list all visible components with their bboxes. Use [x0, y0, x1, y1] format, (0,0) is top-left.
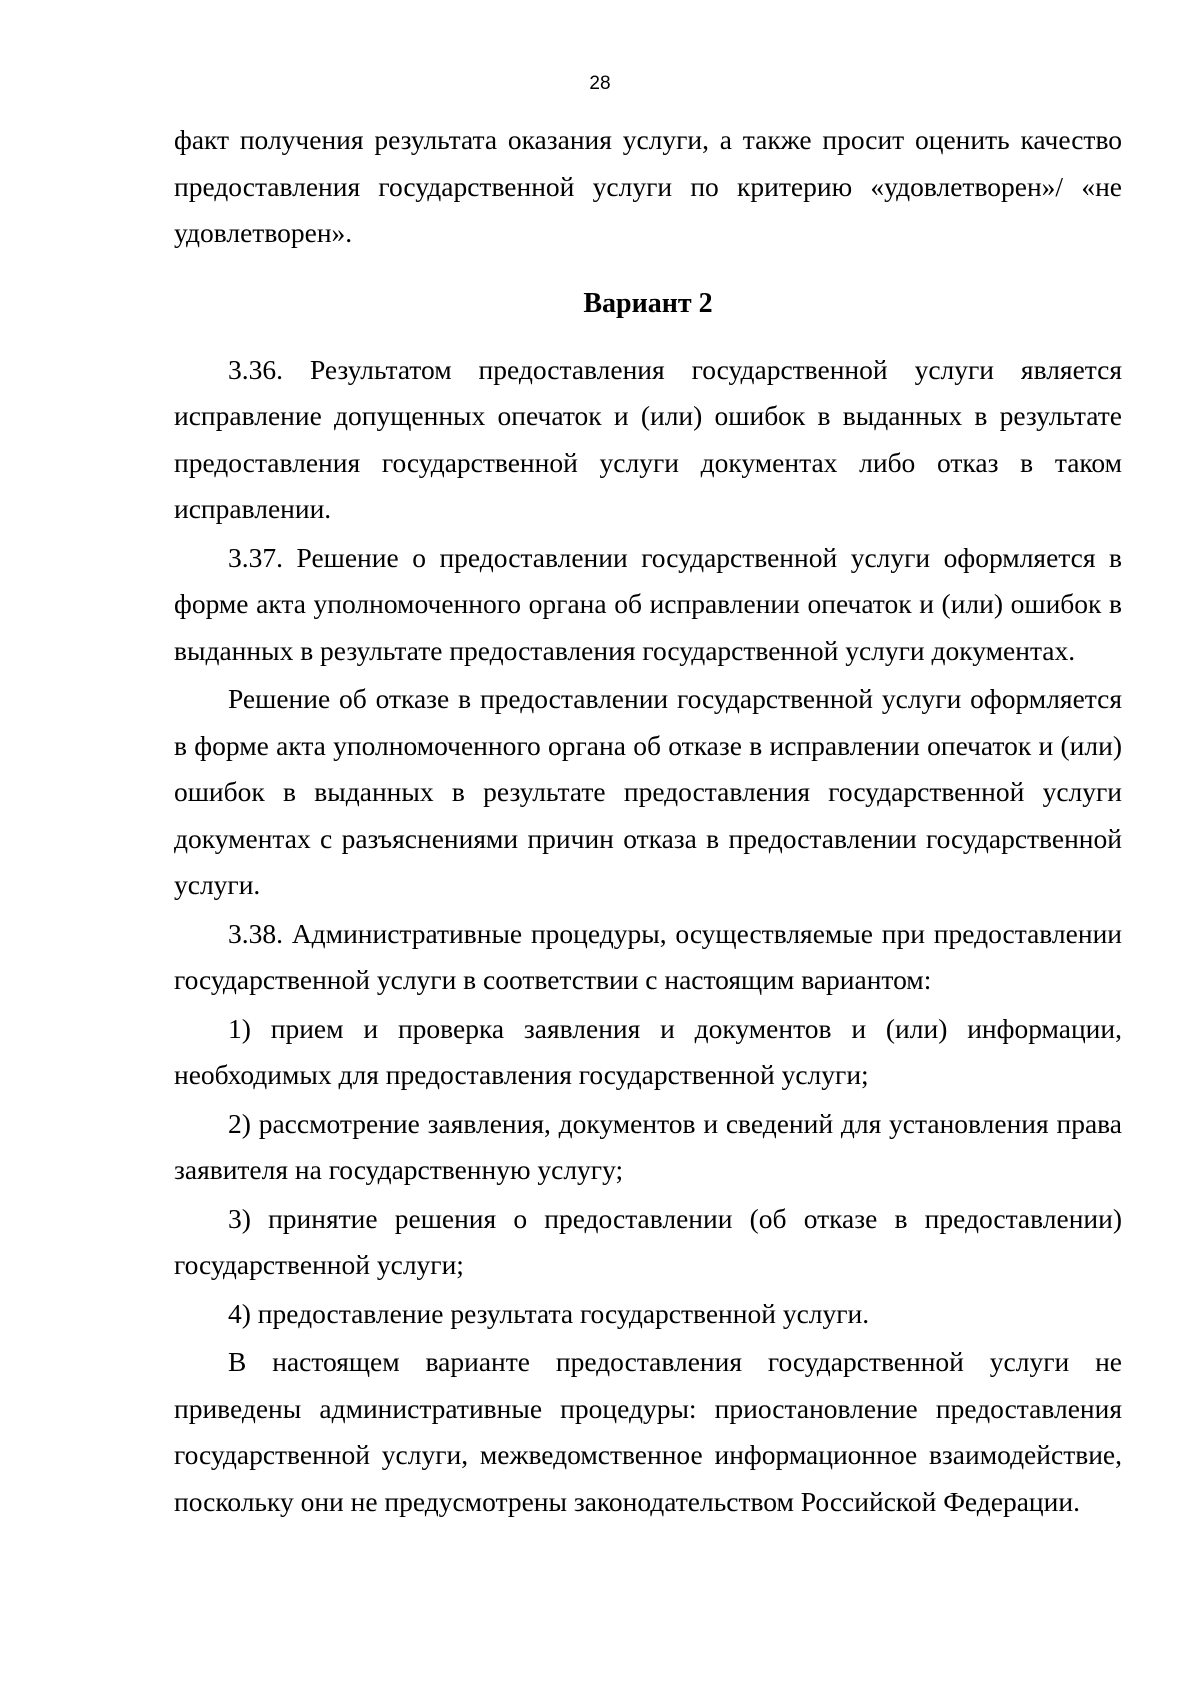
- document-body: [174, 117, 1122, 1525]
- paragraph-3-37: 3.37. Решение о предоставлении государственной услуги оформляется в форме акта уполномоченного органа об исправлении опечаток и (или) ошибок в выданных в результате предоставления государственной услуги документах.: [174, 541, 1122, 666]
- paragraph-3-36: 3.36. Результатом предоставления государственной услуги является исправление допущенных опечаток и (или) ошибок в выданных в результате предоставления государственной услуги документах либо отказ в таком исправлении.: [174, 353, 1122, 524]
- list-item-1: 1) прием и проверка заявления и документов и (или) информации, необходимых для предоставления государственной услуги;: [174, 1012, 1122, 1090]
- closing-paragraph: В настоящем варианте предоставления государственной услуги не приведены административные процедуры: приостановление предоставления государственной услуги, межведомственное информационное взаимодействие, поскольку они не предусмотрены законодательством Российской Федерации.: [174, 1346, 1122, 1517]
- list-item-4: 4) предоставление результата государственной услуги.: [228, 1297, 870, 1329]
- page-number: 28: [589, 73, 611, 94]
- section-heading: Вариант 2: [583, 287, 713, 319]
- intro-paragraph: факт получения результата оказания услуги, а также просит оценить качество предоставления государственной услуги по критерию «удовлетворен»/ «не удовлетворен».: [174, 124, 1122, 248]
- paragraph-3-38: 3.38. Административные процедуры, осуществляемые при предоставлении государственной услуги в соответствии с настоящим вариантом:: [174, 917, 1122, 995]
- paragraph-refusal-decision: Решение об отказе в предоставлении государственной услуги оформляется в форме акта уполномоченного органа об отказе в исправлении опечаток и (или) ошибок в выданных в результате предоставления государственной услуги документах с разъяснениями причин отказа в предоставлении государственной услуги.: [174, 683, 1122, 900]
- list-item-2: 2) рассмотрение заявления, документов и сведений для установления права заявителя на государственную услугу;: [174, 1107, 1122, 1185]
- list-item-3: 3) принятие решения о предоставлении (об отказе в предоставлении) государственной услуги;: [174, 1202, 1122, 1280]
